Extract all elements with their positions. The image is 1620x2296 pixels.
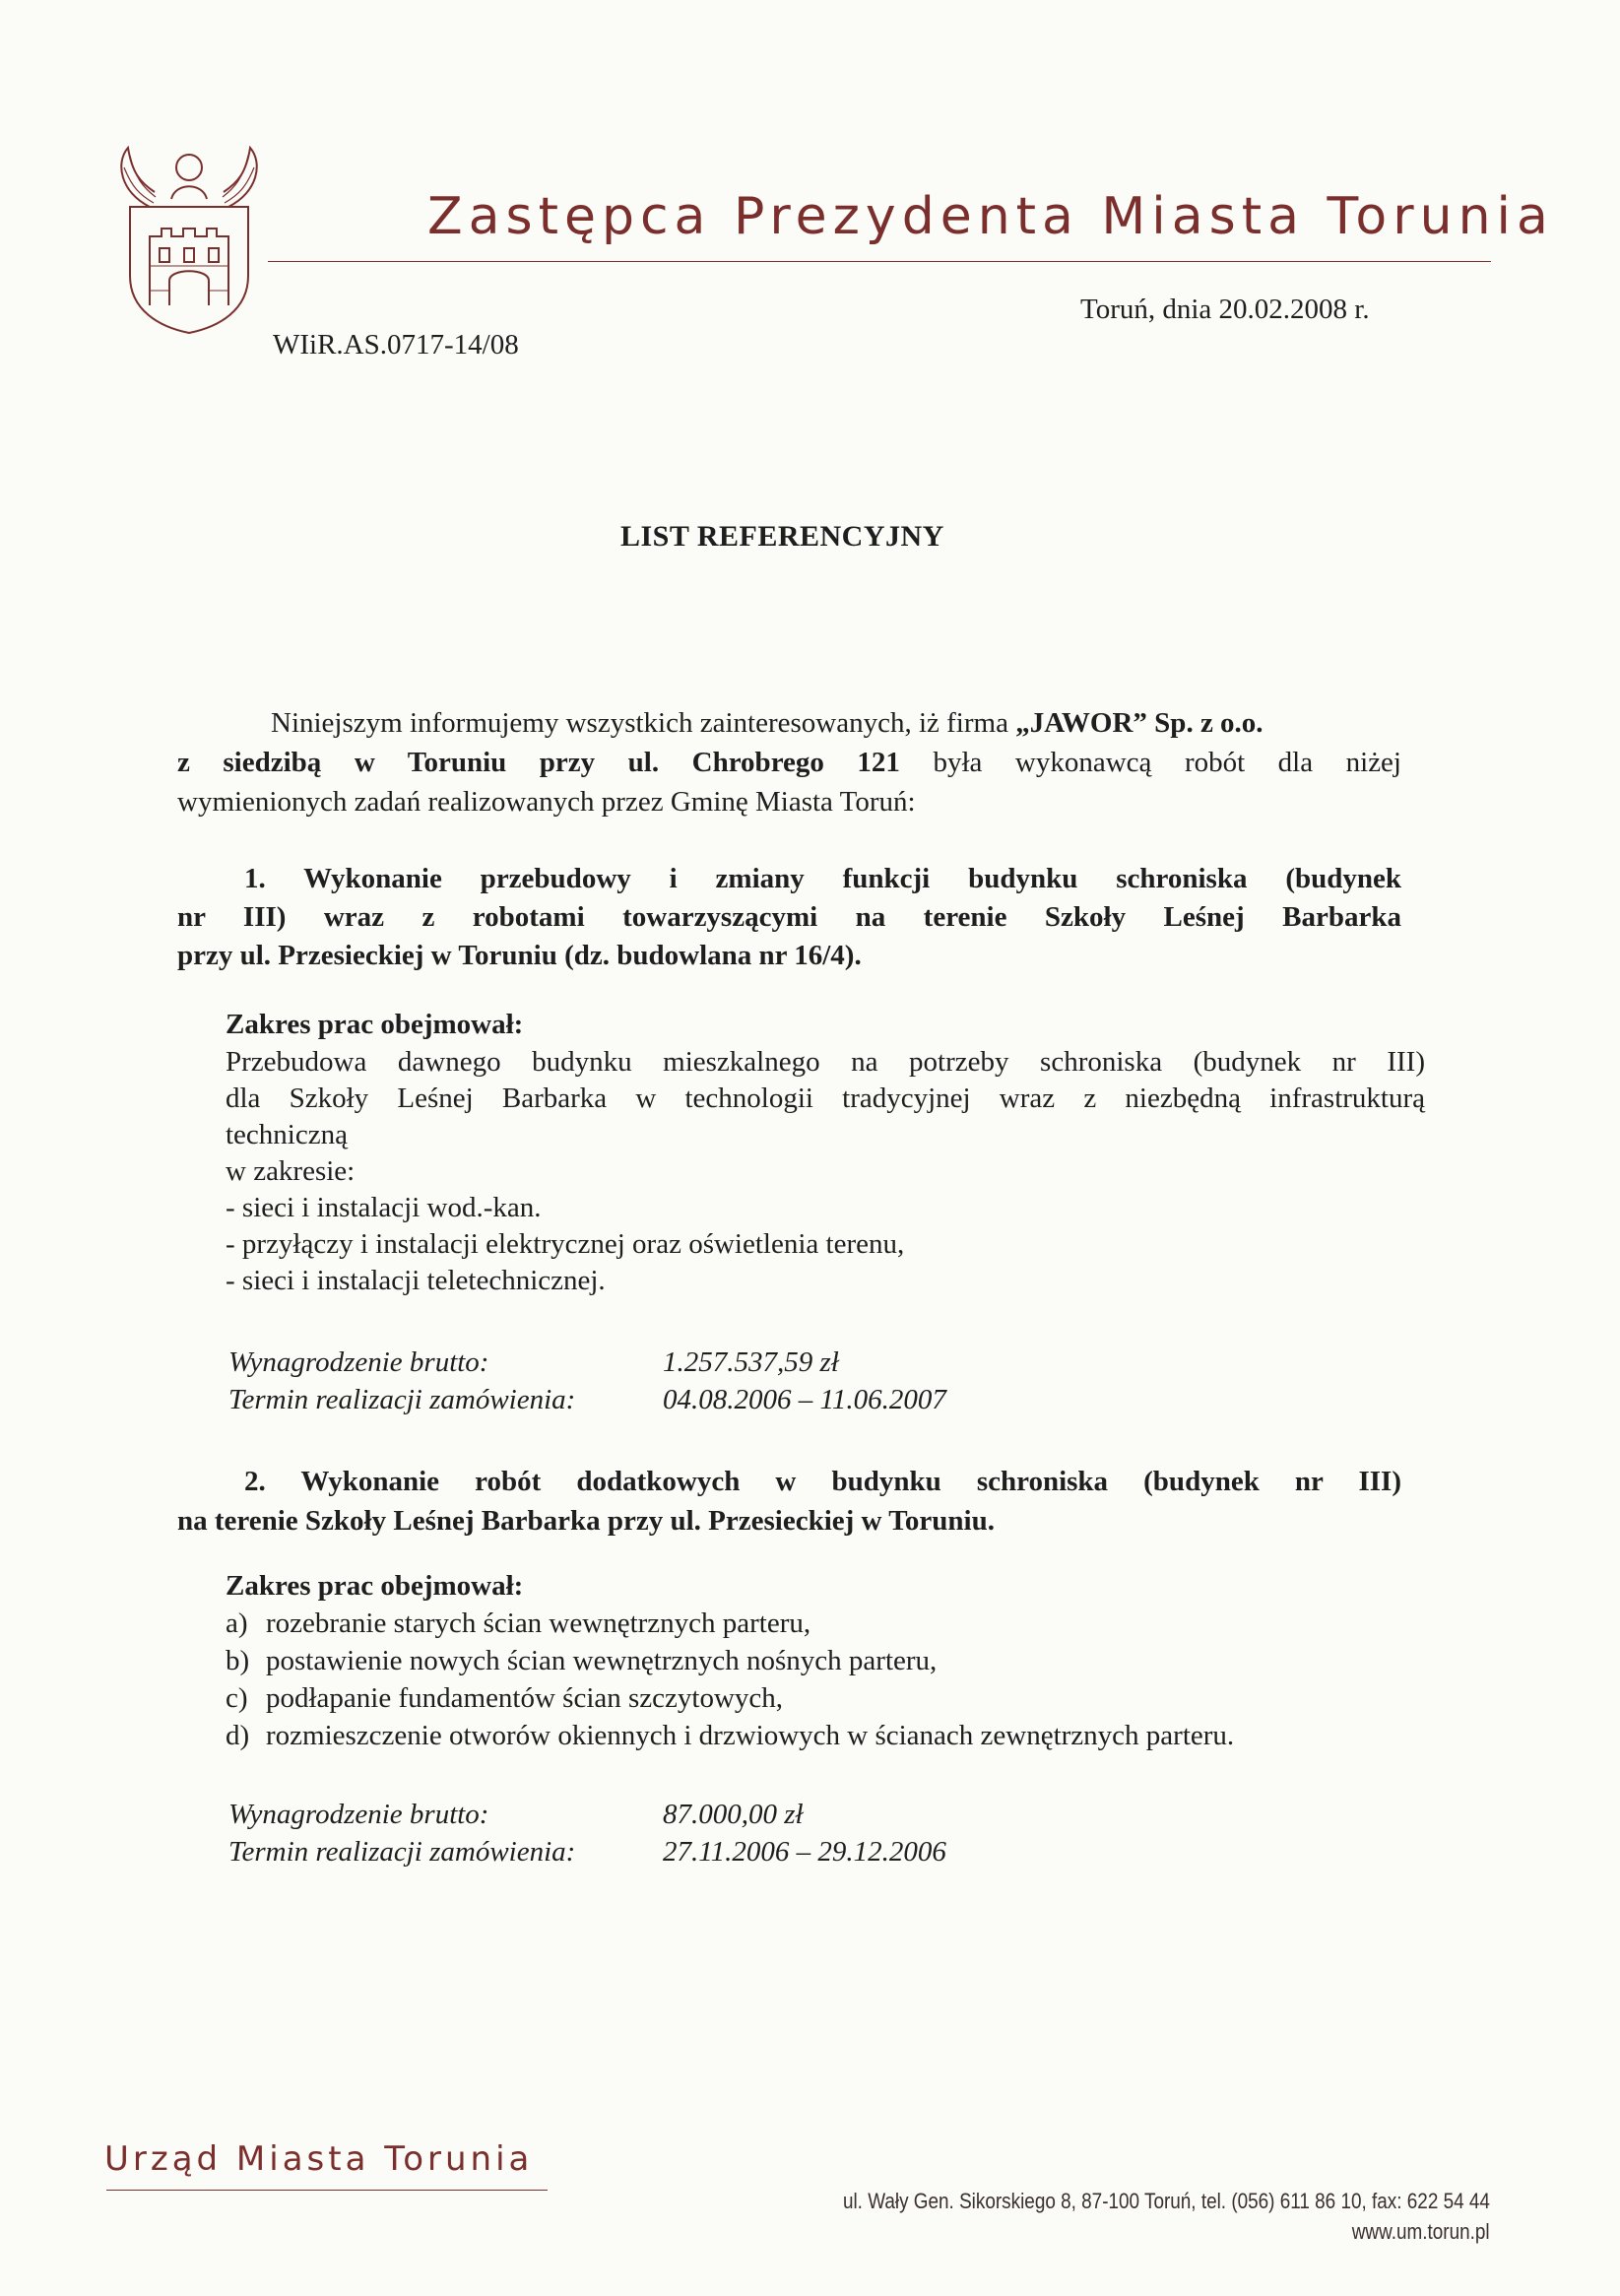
list-item-text: rozmieszczenie otworów okiennych i drzwiowych w ścianach zewnętrznych parteru. [266, 1720, 1235, 1751]
document-title: LIST REFERENCYJNY [620, 520, 944, 553]
task-2-term-label: Termin realizacji zamówienia: [228, 1836, 576, 1868]
office-website: www.um.torun.pl [1352, 2219, 1490, 2244]
list-item-letter: b) [226, 1645, 250, 1676]
task-1-scope-label: Zakres prac obejmował: [226, 1009, 524, 1040]
task-1-term-label: Termin realizacji zamówienia: [228, 1384, 576, 1415]
task-2-scope-label: Zakres prac obejmował: [226, 1570, 524, 1602]
contractor-name: „JAWOR” Sp. z o.o. [1015, 707, 1264, 739]
task-1-payment-label: Wynagrodzenie brutto: [228, 1346, 489, 1378]
office-address: ul. Wały Gen. Sikorskiego 8, 87-100 Toruń, tel. (056) 611 86 10, fax: 622 54 44 [843, 2189, 1490, 2213]
list-item-text: podłapanie fundamentów ścian szczytowych, [266, 1682, 784, 1714]
task-1-heading-line-3: przy ul. Przesieckiej w Toruniu (dz. budowlana nr 16/4). [177, 940, 862, 971]
task-2-payment-value: 87.000,00 zł [663, 1799, 804, 1830]
task-1-scope-line: Przebudowa dawnego budynku mieszkalnego na potrzeby schroniska (budynek nr III) [226, 1046, 1425, 1078]
task-1-scope-line: w zakresie: [226, 1155, 356, 1187]
task-1-scope-line: dla Szkoły Leśnej Barbarka w technologii tradycyjnej wraz z niezbędną infrastrukturą [226, 1082, 1425, 1114]
task-1-term-value: 04.08.2006 – 11.06.2007 [663, 1384, 946, 1415]
intro-line-1-text: Niniejszym informujemy wszystkich zainteresowanych, iż firma [271, 707, 1016, 739]
footer-divider [106, 2190, 548, 2191]
list-item-text: postawienie nowych ścian wewnętrznych nośnych parteru, [266, 1645, 938, 1676]
task-1-payment-value: 1.257.537,59 zł [663, 1346, 839, 1378]
header-divider [268, 261, 1491, 262]
task-1-heading-line-2: nr III) wraz z robotami towarzyszącymi na terenie Szkoły Leśnej Barbarka [177, 901, 1401, 933]
list-item-letter: a) [226, 1607, 248, 1639]
reference-number: WIiR.AS.0717-14/08 [273, 329, 519, 361]
task-2-term-value: 27.11.2006 – 29.12.2006 [663, 1836, 946, 1868]
list-item-letter: d) [226, 1720, 250, 1751]
issuer-title: Zastępca Prezydenta Miasta Torunia [427, 187, 1554, 246]
torun-coat-of-arms-icon [110, 138, 268, 335]
task-1-heading-line-1: 1. Wykonanie przebudowy i zmiany funkcji budynku schroniska (budynek [244, 863, 1401, 894]
intro-line-3: wymienionych zadań realizowanych przez Gminę Miasta Toruń: [177, 786, 916, 818]
list-item-letter: c) [226, 1682, 248, 1714]
task-2-heading-line-2: na terenie Szkoły Leśnej Barbarka przy ul. Przesieckiej w Toruniu. [177, 1505, 995, 1537]
contractor-address: z siedzibą w Toruniu przy ul. Chrobrego 121 [177, 747, 900, 778]
intro-line-2-text: była wykonawcą robót dla niżej [899, 747, 1401, 778]
intro-line-1 [271, 706, 1264, 741]
task-1-scope-line: - sieci i instalacji wod.-kan. [226, 1192, 542, 1223]
letter-date: Toruń, dnia 20.02.2008 r. [1080, 294, 1370, 325]
task-1-scope-line: techniczną [226, 1119, 348, 1150]
office-name: Urząd Miasta Torunia [104, 2139, 534, 2179]
intro-line-2 [177, 746, 1401, 780]
task-1-scope-line: - przyłączy i instalacji elektrycznej oraz oświetlenia terenu, [226, 1228, 905, 1260]
list-item-text: rozebranie starych ścian wewnętrznych parteru, [266, 1607, 811, 1639]
task-2-heading-line-1: 2. Wykonanie robót dodatkowych w budynku schroniska (budynek nr III) [244, 1466, 1401, 1497]
task-2-payment-label: Wynagrodzenie brutto: [228, 1799, 489, 1830]
task-1-scope-line: - sieci i instalacji teletechnicznej. [226, 1265, 606, 1296]
